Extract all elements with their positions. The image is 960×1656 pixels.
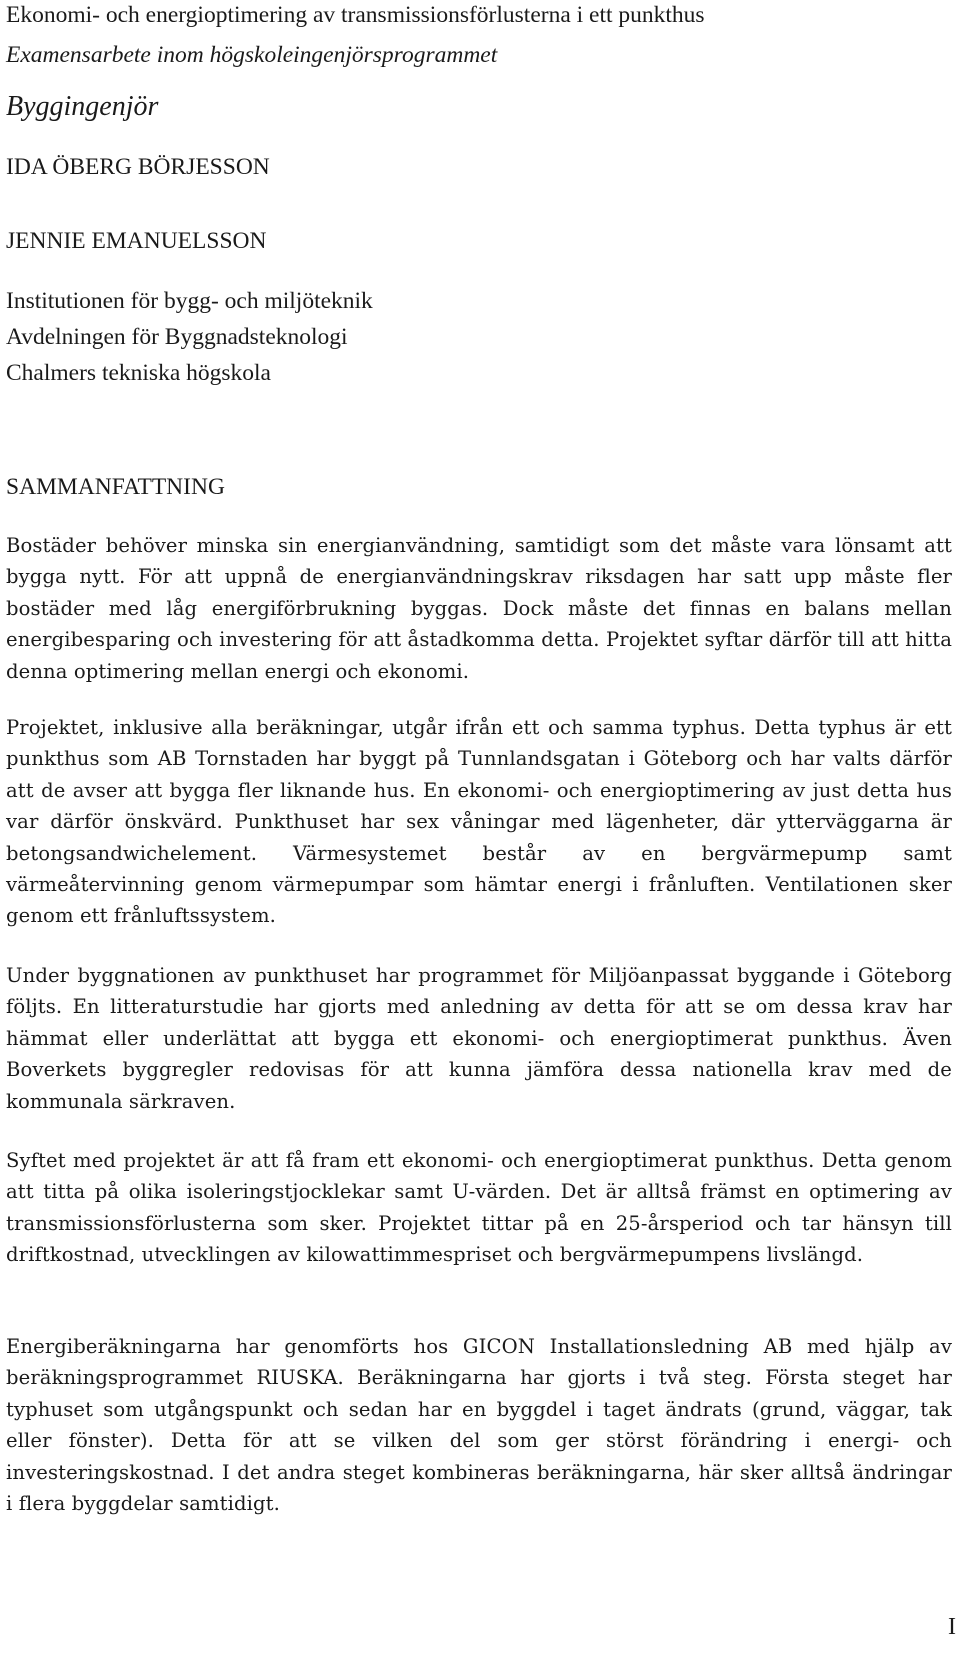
program-name: Byggingenjör: [6, 91, 159, 122]
page-number: I: [948, 1614, 956, 1640]
body-paragraph: Syftet med projektet är att få fram ett ekonomi- och energioptimerat punkthus. Detta genom att titta på olika isoleringstjocklekar samt U-värden. Det är alltså främst en optimering av transmissionsförlusterna som sker. Projektet tittar på en 25-årsperiod och tar hänsyn till driftkostnad, utvecklingen av kilowattimmespriset och bergvärmepumpens livslängd.: [6, 1149, 952, 1267]
author-name: IDA ÖBERG BÖRJESSON: [6, 154, 270, 180]
body-paragraph: Projektet, inklusive alla beräkningar, utgår ifrån ett och samma typhus. Detta typhus är ett punkthus som AB Tornstaden har byggt på Tunnlandsgatan i Göteborg och har valts därför att de avser att bygga fler liknande hus. En ekonomi- och energioptimering av just detta hus var därför önskvärd. Punkthuset har sex våningar med lägenheter, där ytterväggarna är betongsandwichelement. Värmesystemet består av en bergvärmepump samt värmeåtervinning genom värmepumpar som hämtar energi i frånluften. Ventilationen sker genom ett frånluftssystem.: [6, 716, 952, 928]
section-heading: SAMMANFATTNING: [6, 474, 225, 500]
document-subtitle: Examensarbete inom högskoleingenjörsprogrammet: [6, 42, 498, 68]
body-paragraph: Under byggnationen av punkthuset har programmet för Miljöanpassat byggande i Göteborg följts. En litteraturstudie har gjorts med anledning av detta för att se om dessa krav har hämmat eller underlättat att bygga ett ekonomi- och energioptimerat punkthus. Även Boverkets byggregler redovisas för att kunna jämföra dessa nationella krav med de kommunala särkraven.: [6, 964, 952, 1113]
institution-block: [6, 286, 373, 388]
body-paragraph: Energiberäkningarna har genomförts hos GICON Installationsledning AB med hjälp av beräkningsprogrammet RIUSKA. Beräkningarna har gjorts i två steg. Första steget har typhuset som utgångspunkt och sedan har en byggdel i taget ändrats (grund, väggar, tak eller fönster). Detta för att se vilken del som ger störst förändring i energi- och investeringskostnad. I det andra steget kombineras beräkningarna, här sker alltså ändringar i flera byggdelar samtidigt.: [6, 1335, 952, 1516]
author-name: JENNIE EMANUELSSON: [6, 228, 267, 254]
institution-line: Avdelningen för Byggnadsteknologi: [6, 324, 348, 350]
institution-line: Institutionen för bygg- och miljöteknik: [6, 288, 373, 314]
institution-line: Chalmers tekniska högskola: [6, 360, 271, 386]
document-title: Ekonomi- och energioptimering av transmissionsförlusterna i ett punkthus: [6, 2, 705, 28]
body-paragraph: Bostäder behöver minska sin energianvändning, samtidigt som det måste vara lönsamt att bygga nytt. För att uppnå de energianvändningskrav riksdagen har satt upp måste fler bostäder med låg energiförbrukning byggas. Dock måste det finnas en balans mellan energibesparing och investering för att åstadkomma detta. Projektet syftar därför till att hitta denna optimering mellan energi och ekonomi.: [6, 534, 952, 683]
